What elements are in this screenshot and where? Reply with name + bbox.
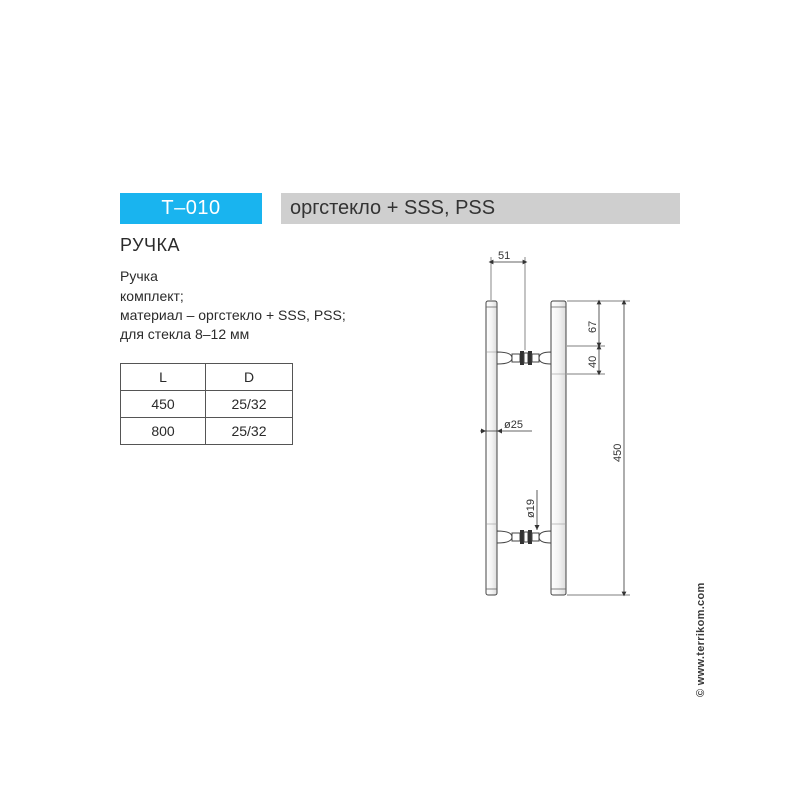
dimension-mount [587, 347, 599, 373]
left-handle-tube [486, 301, 497, 595]
dimension-length-label: 450 [612, 443, 624, 462]
dimension-tube-diameter-label: ø25 [504, 419, 523, 431]
product-title: РУЧКА [120, 235, 181, 255]
right-handle-tube [551, 301, 566, 595]
dimension-width-label: 51 [498, 250, 511, 262]
cell-diameter: 25/32 [206, 391, 293, 418]
dimension-top-offset [587, 302, 599, 345]
description-line: комплект; [120, 288, 184, 304]
cell-diameter: 25/32 [206, 418, 293, 445]
dimension-length [612, 302, 624, 594]
description-line: для стекла 8–12 мм [120, 326, 250, 342]
description-line: Ручка [120, 268, 158, 284]
column-header-d: D [206, 364, 293, 391]
cell-length: 800 [121, 418, 206, 445]
product-code-badge: T–010 [120, 193, 262, 224]
column-header-l: L [121, 364, 206, 391]
lower-mounting-pin [497, 530, 551, 544]
copyright-watermark: © www.terrikom.com [695, 582, 707, 697]
dimension-mount-label: 40 [587, 355, 599, 368]
dimension-top-offset-label: 67 [587, 320, 599, 333]
material-bar: оргстекло + SSS, PSS [281, 193, 680, 224]
upper-mounting-pin [497, 351, 551, 365]
dimension-pin-diameter [525, 490, 540, 530]
dimension-pin-diameter-label: ø19 [525, 499, 537, 518]
description-line: материал – оргстекло + SSS, PSS; [120, 307, 346, 323]
cell-length: 450 [121, 391, 206, 418]
